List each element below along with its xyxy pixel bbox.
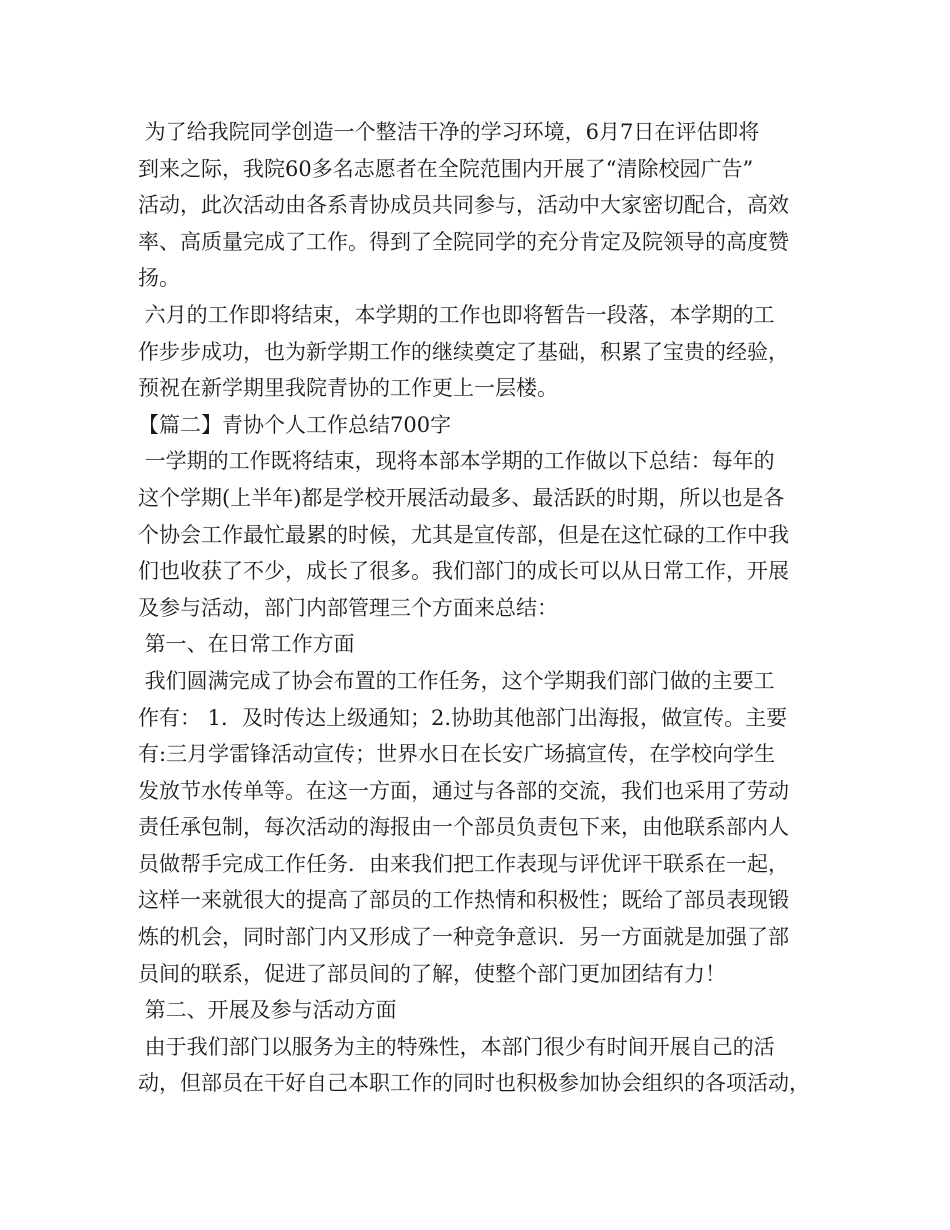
text-line: 们也收获了不少，成长了很多。我们部门的成长可以从日常工作，开展 xyxy=(138,559,789,584)
text-line: 员间的联系，促进了部员间的了解，使整个部门更加团结有力！ xyxy=(138,961,726,986)
text-line: 【篇二】青协个人工作总结700字 xyxy=(138,412,452,437)
section-heading-part-two xyxy=(138,407,828,444)
subheading-activities xyxy=(138,992,828,1029)
text-line: 个协会工作最忙最累的时候，尤其是宣传部，但是在这忙碌的工作中我 xyxy=(138,522,789,547)
paragraph-campus-cleanup xyxy=(138,114,828,297)
text-line: 责任承包制，每次活动的海报由一个部员负责包下来，由他联系部内人 xyxy=(138,815,789,840)
subheading-daily-work xyxy=(138,626,828,663)
text-line: 预祝在新学期里我院青协的工作更上一层楼。 xyxy=(138,376,558,401)
document-body xyxy=(138,114,828,1102)
text-line: 作有： 1．及时传达上级通知；2.协助其他部门出海报，做宣传。主要 xyxy=(138,705,788,730)
text-line: 员做帮手完成工作任务．由来我们把工作表现与评优评干联系在一起， xyxy=(138,851,789,876)
text-line: 这样一来就很大的提高了部员的工作热情和积极性；既给了部员表现锻 xyxy=(138,888,789,913)
paragraph-june-closing xyxy=(138,297,828,407)
text-line: 发放节水传单等。在这一方面，通过与各部的交流，我们也采用了劳动 xyxy=(138,778,789,803)
text-line: 由于我们部门以服务为主的特殊性，本部门很少有时间开展自己的活 xyxy=(138,1034,775,1059)
text-line: 我们圆满完成了协会布置的工作任务，这个学期我们部门做的主要工 xyxy=(138,668,775,693)
text-line: 有:三月学雷锋活动宣传；世界水日在长安广场搞宣传，在学校向学生 xyxy=(138,742,776,767)
text-line: 作步步成功，也为新学期工作的继续奠定了基础，积累了宝贵的经验， xyxy=(138,339,789,364)
text-line: 第二、开展及参与活动方面 xyxy=(138,998,397,1023)
text-line: 这个学期(上半年)都是学校开展活动最多、最活跃的时期，所以也是各 xyxy=(138,485,785,510)
text-line: 扬。 xyxy=(138,266,180,291)
text-line: 及参与活动，部门内部管理三个方面来总结： xyxy=(138,595,558,620)
text-line: 炼的机会，同时部门内又形成了一种竞争意识．另一方面就是加强了部 xyxy=(138,925,789,950)
text-line: 第一、在日常工作方面 xyxy=(138,632,355,657)
text-line: 到来之际，我院60多名志愿者在全院范围内开展了“清除校园广告” xyxy=(138,156,754,181)
paragraph-daily-work xyxy=(138,663,828,992)
text-line: 动，但部员在干好自己本职工作的同时也积极参加协会组织的各项活动， xyxy=(138,1071,810,1096)
text-line: 活动，此次活动由各系青协成员共同参与，活动中大家密切配合，高效 xyxy=(138,193,789,218)
paragraph-semester-intro xyxy=(138,443,828,626)
paragraph-activities xyxy=(138,1029,828,1102)
text-line: 率、高质量完成了工作。得到了全院同学的充分肯定及院领导的高度赞 xyxy=(138,229,789,254)
text-line: 一学期的工作既将结束，现将本部本学期的工作做以下总结：每年的 xyxy=(138,449,775,474)
text-line: 六月的工作即将结束，本学期的工作也即将暂告一段落，本学期的工 xyxy=(138,302,775,327)
text-line: 为了给我院同学创造一个整洁干净的学习环境，6月7日在评估即将 xyxy=(138,120,760,144)
